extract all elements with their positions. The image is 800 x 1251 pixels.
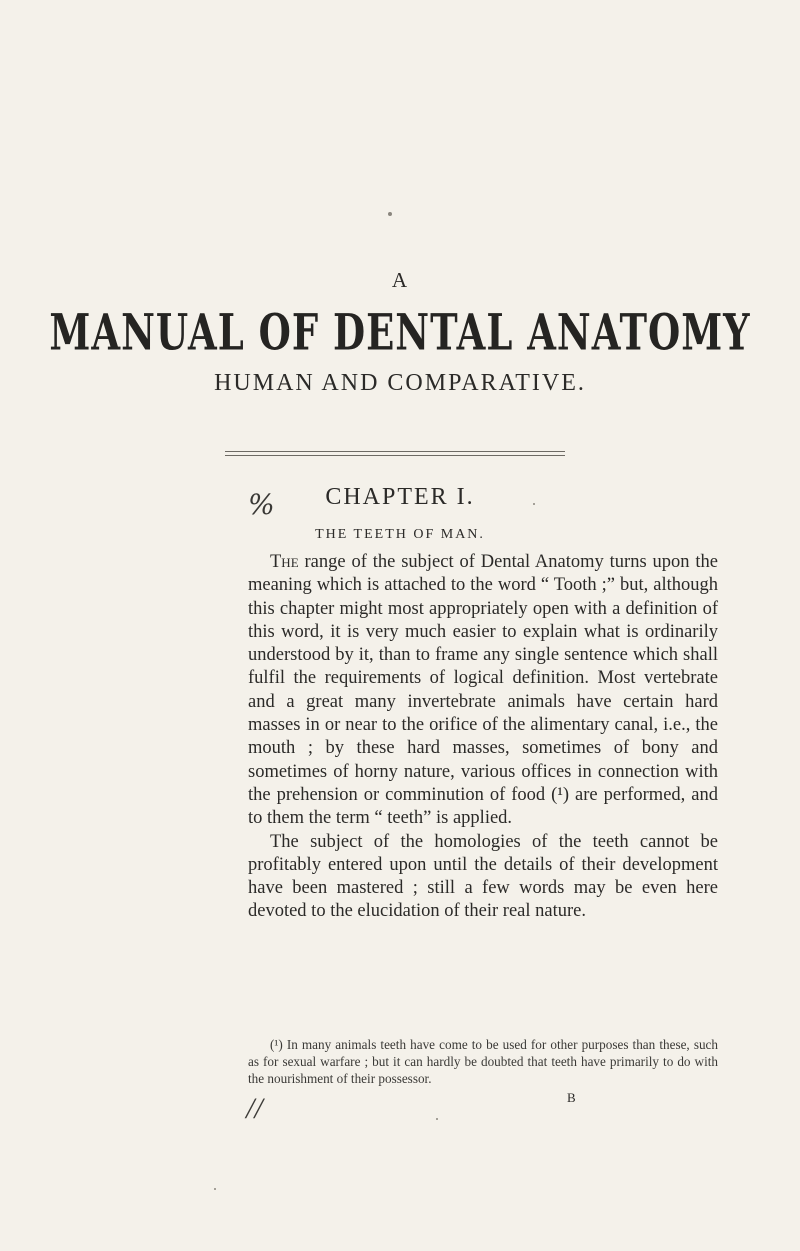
bottom-handwriting: // (246, 1092, 263, 1125)
paragraph-2: The subject of the homologies of the teeth cannot be profitably entered upon until the details of their development have been mastered ; still a few words may be even here devoted to the elucidation of their real nature. (248, 831, 718, 922)
section-title: THE TEETH OF MAN. (315, 527, 485, 542)
signature-mark: B (567, 1090, 577, 1105)
paragraph-1-lead: The (270, 552, 299, 572)
title-divider-top (225, 451, 565, 452)
margin-handwriting: % (248, 488, 275, 521)
paper-speck (388, 212, 392, 216)
footnote (248, 1036, 718, 1087)
pre-title: A (391, 268, 409, 292)
book-title: MANUAL OF DENTAL ANATOMY (49, 302, 751, 362)
footnote-marker: (¹) (270, 1037, 283, 1052)
body-text (248, 551, 718, 924)
paragraph-1 (248, 551, 718, 831)
title-divider-bottom (225, 455, 565, 456)
paper-speck (436, 1118, 438, 1120)
book-subtitle: HUMAN AND COMPARATIVE. (214, 370, 586, 396)
paragraph-1-text: range of the subject of Dental Anatomy turns upon the meaning which is attached to the word “ Tooth ;” but, although this chapter might most appropriately open with a definition of this word, it is very much easier to explain what is ordinarily understood by it, than to frame any single sentence which shall fulfil the requirements of logical definition. Most vertebrate and a great many invertebrate animals have certain hard masses in or near to the orifice of the alimentary canal, i.e., the mouth ; by these hard masses, sometimes of bony and sometimes of horny nature, various offices in connection with the prehension or comminution of food (¹) are performed, and to them the term “ teeth” is applied. (248, 552, 718, 829)
paper-speck (214, 1188, 216, 1190)
footnote-text: In many animals teeth have come to be used for other purposes than these, such as for sexual warfare ; but it can hardly be doubted that teeth have primarily to do with the nourishment of their possessor. (248, 1037, 718, 1086)
chapter-heading: CHAPTER I. (325, 484, 475, 510)
paper-speck (533, 503, 535, 505)
